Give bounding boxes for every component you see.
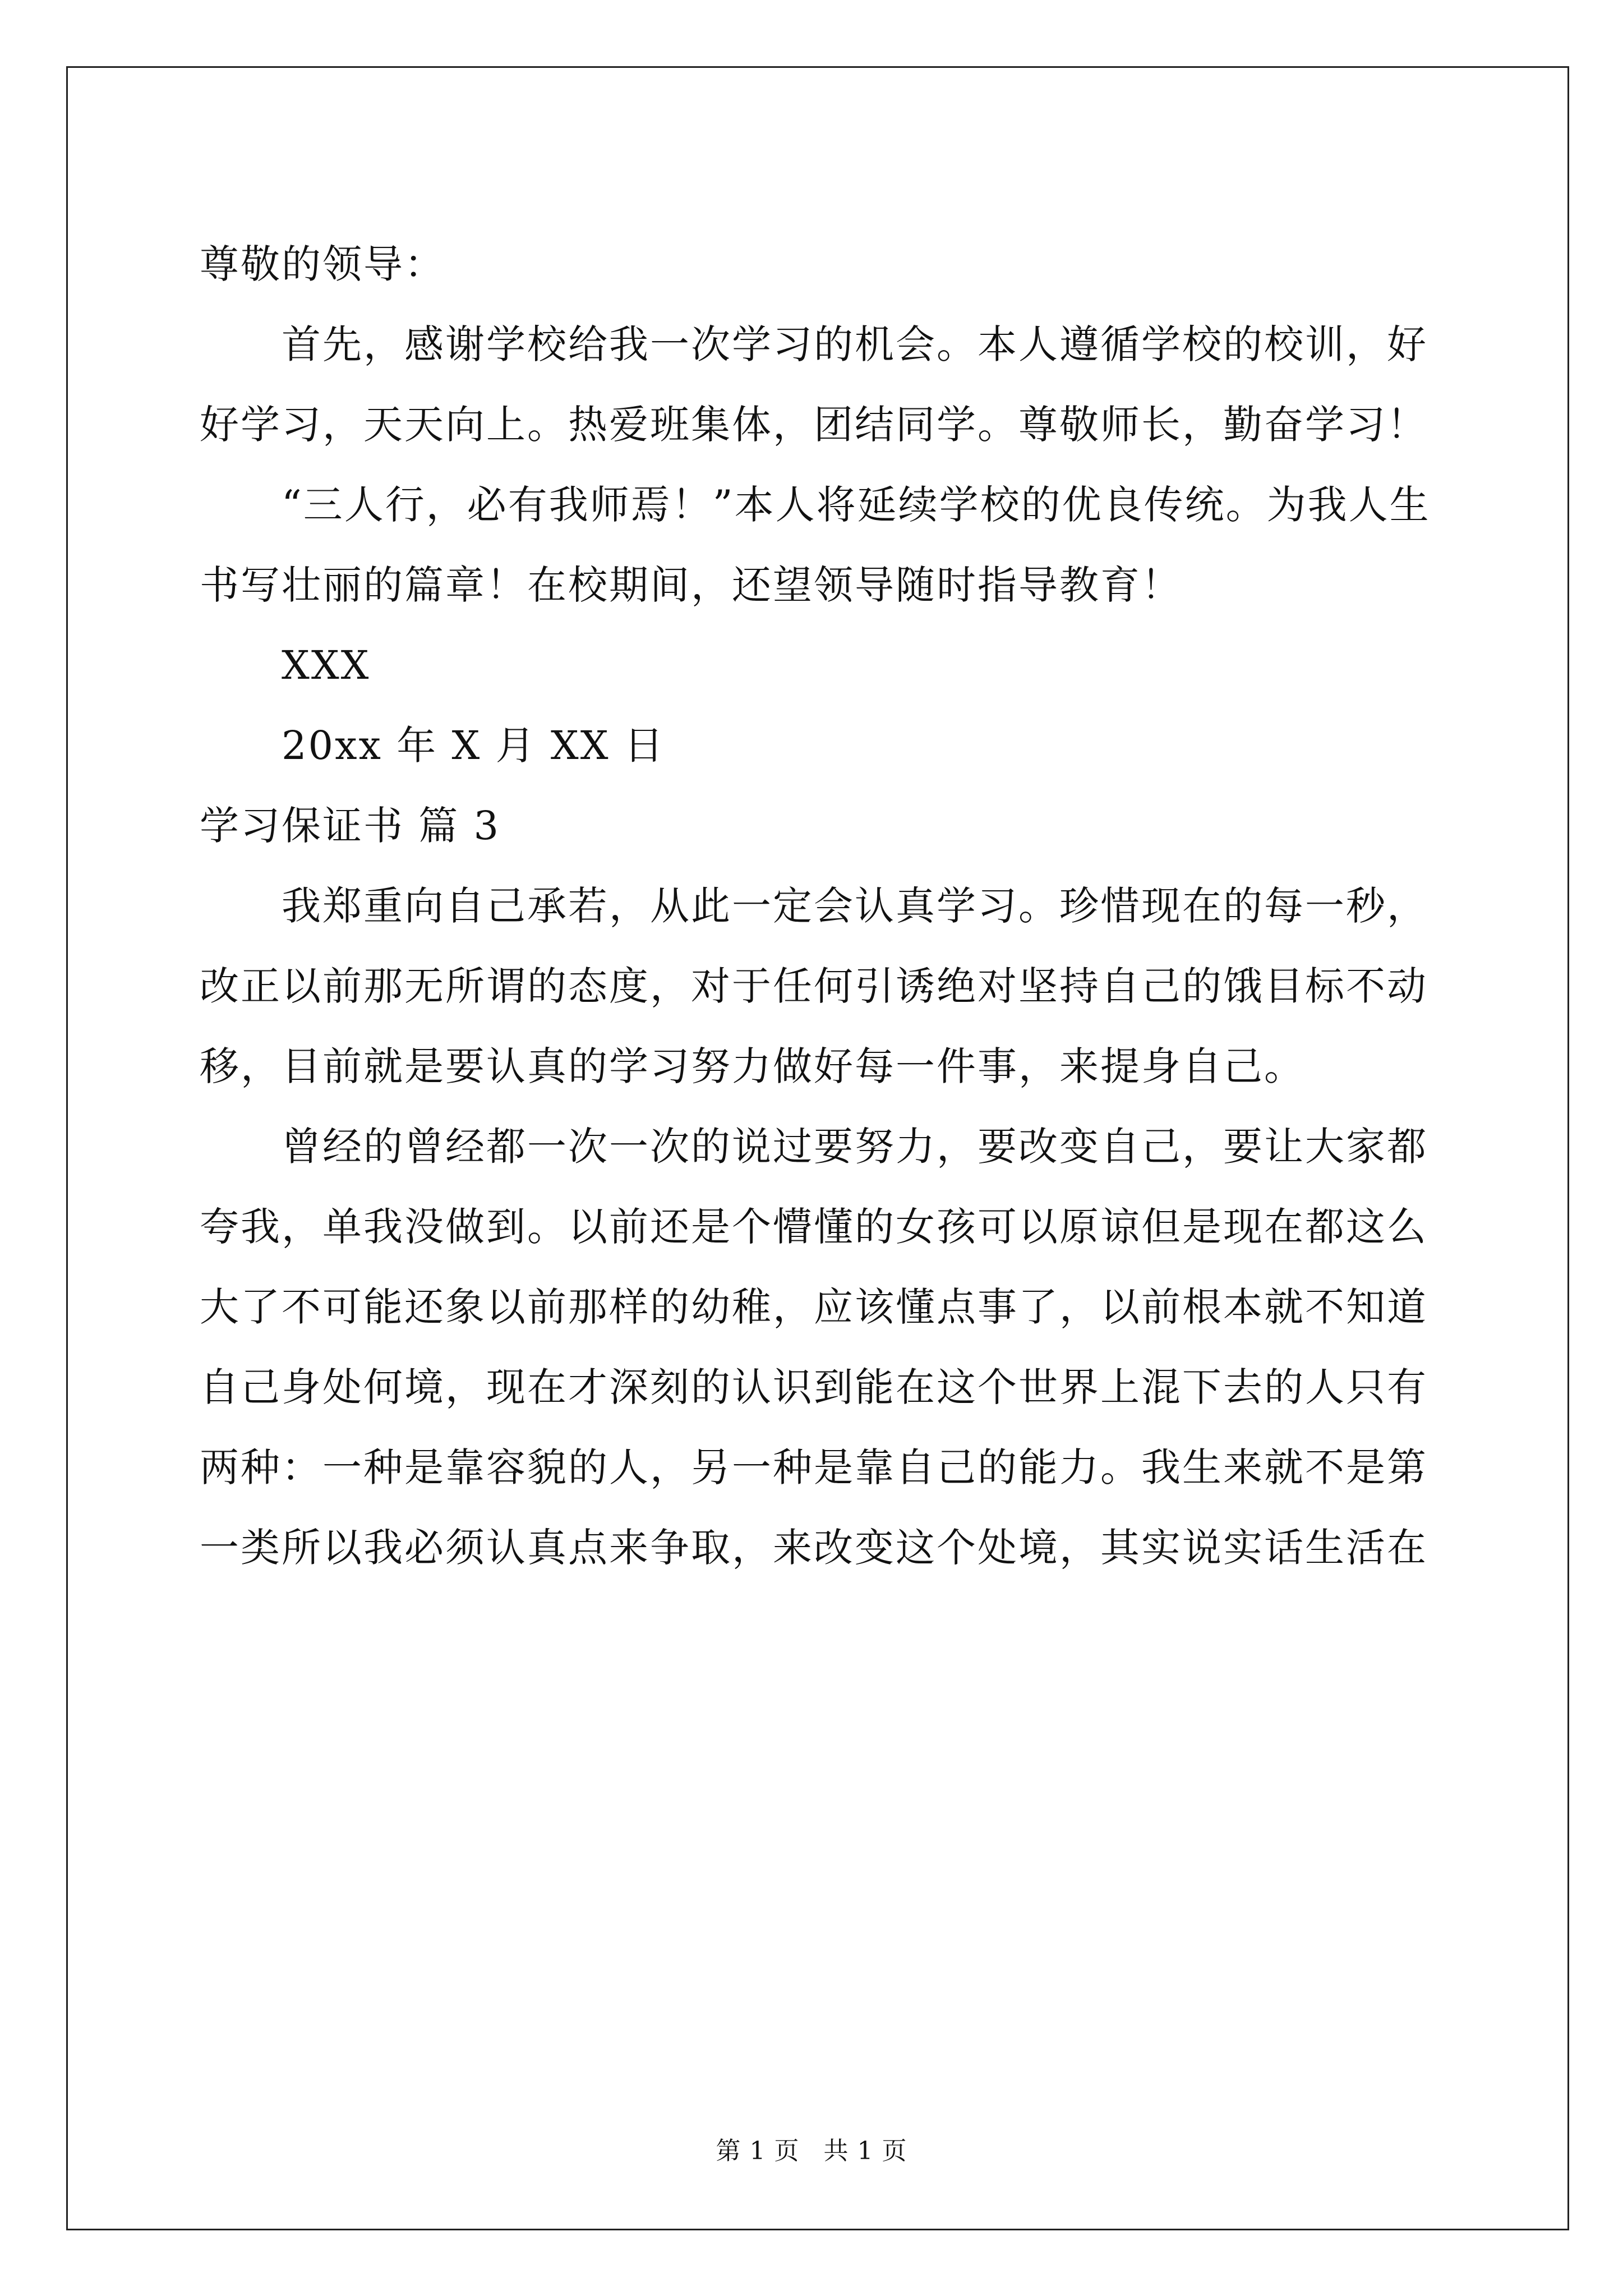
text-line: 好学习，天天向上。热爱班集体，团结同学。尊敬师长，勤奋学习！ [200, 402, 1428, 448]
text-line: 大了不可能还象以前那样的幼稚，应该懂点事了，以前根本就不知道 [200, 1284, 1428, 1330]
text-line: 书写壮丽的篇章！在校期间，还望领导随时指导教育！ [200, 562, 1182, 608]
signature-line: XXX [282, 642, 371, 688]
page-footer [0, 2134, 1623, 2168]
text-line: 夸我，单我没做到。以前还是个懵懂的女孩可以原谅但是现在都这么 [200, 1204, 1428, 1250]
text-line: 自己身处何境，现在才深刻的认识到能在这个世界上混下去的人只有 [200, 1364, 1428, 1410]
text-line: 改正以前那无所谓的态度，对于任何引诱绝对坚持自己的饿目标不动 [200, 963, 1428, 1009]
text-line: 我郑重向自己承若，从此一定会认真学习。珍惜现在的每一秒， [282, 883, 1428, 929]
text-line: 两种：一种是靠容貌的人，另一种是靠自己的能力。我生来就不是第 [200, 1444, 1428, 1490]
document-body [200, 224, 1439, 1588]
text-line: 曾经的曾经都一次一次的说过要努力，要改变自己，要让大家都 [282, 1124, 1428, 1170]
page-number-current: 第 1 页 [716, 2137, 800, 2165]
text-line: “三人行，必有我师焉！”本人将延续学校的优良传统。为我人生 [282, 482, 1431, 528]
text-line: 一类所以我必须认真点来争取，来改变这个处境，其实说实话生活在 [200, 1525, 1428, 1571]
page-number-total: 共 1 页 [823, 2137, 907, 2165]
date-line: 20xx 年 X 月 XX 日 [282, 723, 665, 769]
section-heading: 学习保证书 篇 3 [200, 803, 501, 849]
text-line: 首先，感谢学校给我一次学习的机会。本人遵循学校的校训，好 [282, 321, 1428, 367]
salutation-line: 尊敬的领导： [200, 241, 445, 287]
text-line: 移，目前就是要认真的学习努力做好每一件事，来提身自己。 [200, 1043, 1305, 1089]
